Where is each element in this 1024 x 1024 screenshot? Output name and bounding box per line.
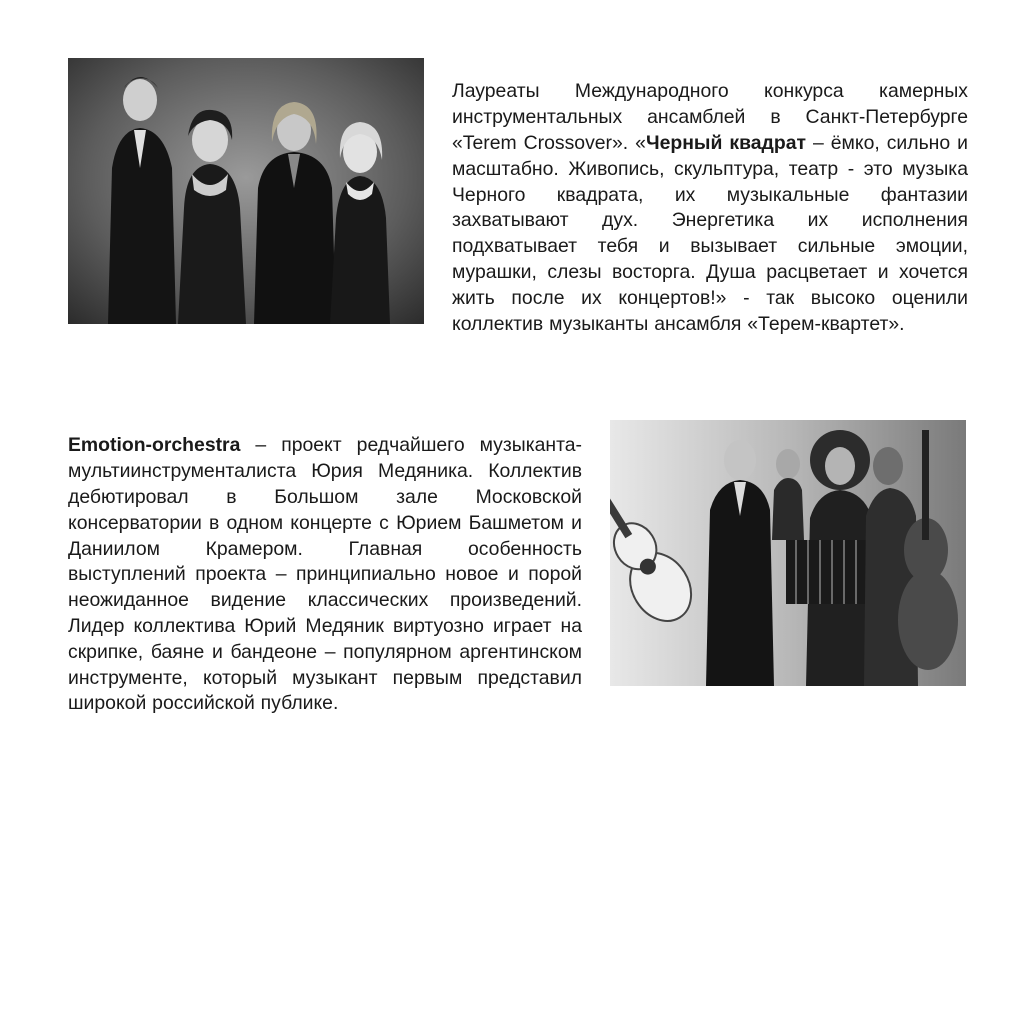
quartet-description bbox=[452, 79, 968, 337]
group-photo-icon bbox=[68, 58, 424, 324]
group-photo-icon bbox=[610, 420, 966, 686]
quartet-text-body: – ёмко, сильно и масштабно. Живопись, скульптура, театр - это музыка Черного квадрата, их музыкальные фантазии захватывают дух. Энергетика их исполнения подхватывает тебя и вызывает сильные эмоции, мурашки, слезы восторга. Душа расцветает и хочется жить после их концертов!» - так высоко оценили коллектив музыканты ансамбля «Терем-квартет». bbox=[452, 131, 968, 335]
quartet-photo bbox=[68, 58, 424, 324]
quartet-name-bold: Черный квадрат bbox=[645, 131, 806, 154]
orchestra-description bbox=[68, 433, 582, 717]
orchestra-photo bbox=[610, 420, 966, 686]
quartet-text-intro: Лауреаты Международного конкурса камерных инструментальных ансамблей в Санкт-Петербурге «Terem Crossover». « bbox=[452, 80, 968, 154]
orchestra-name-bold: Emotion-orchestra bbox=[68, 434, 241, 457]
orchestra-text-body: – проект редчайшего музыканта-мультиинструменталиста Юрия Медяника. Коллектив дебютировал в Большом зале Московской консерватории в одном концерте с Юрием Башметом и Даниилом Крамером. Главная особенность выступлений проекта – принципиально новое и порой неожиданное видение классических произведений. Лидер коллектива Юрий Медяник виртуозно играет на скрипке, баяне и бандеоне – популярном аргентинском инструменте, который музыкант первым представил широкой российской публике. bbox=[68, 434, 582, 715]
